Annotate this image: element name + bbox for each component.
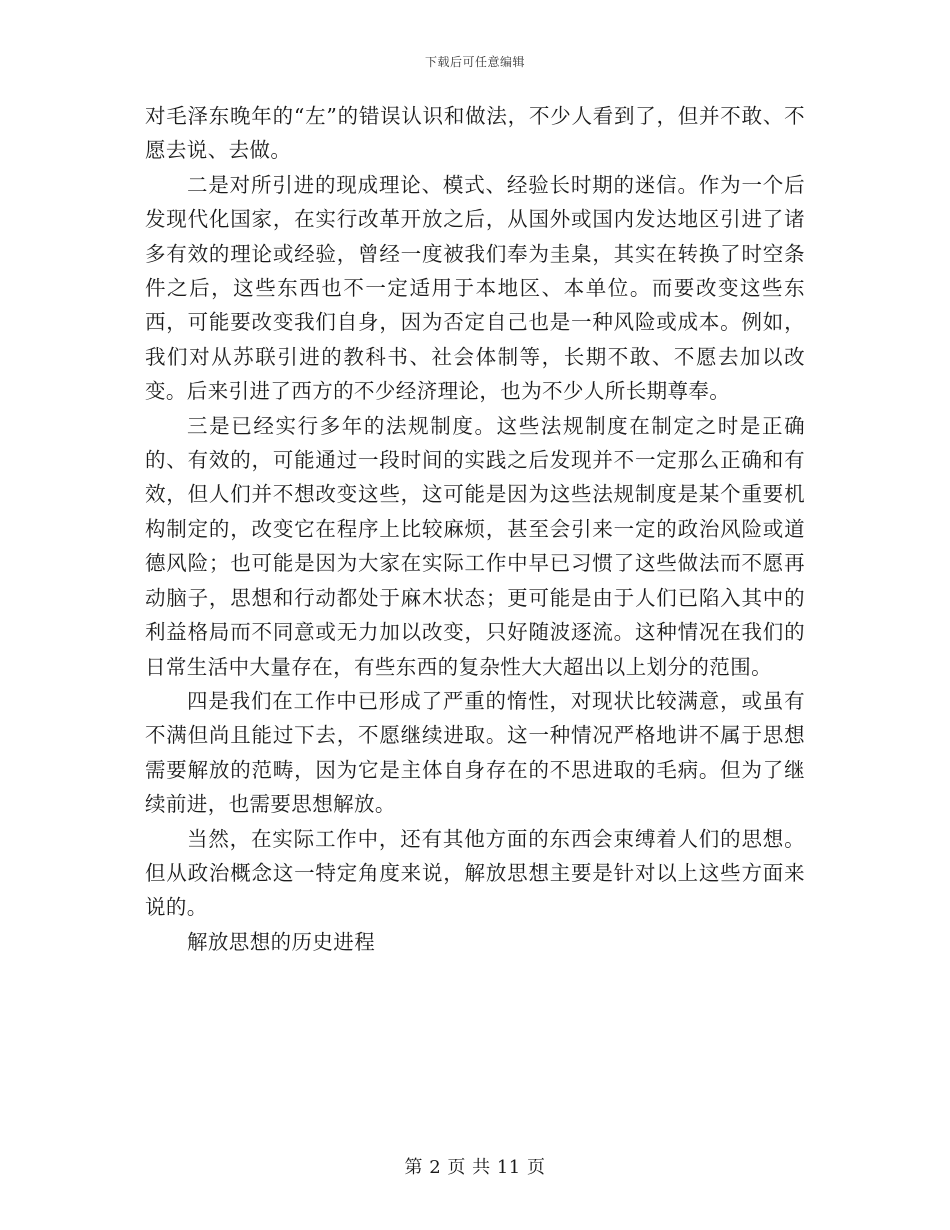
document-body [145,99,805,959]
paragraph-conclusion: 当然，在实际工作中，还有其他方面的东西会束缚着人们的思想。但从政治概念这一特定角度来说，解放思想主要是针对以上这些方面来说的。 [145,826,805,920]
page-number-footer: 第 2 页 共 11 页 [404,1157,546,1178]
section-heading: 解放思想的历史进程 [187,929,376,954]
paragraph-point-four: 四是我们在工作中已形成了严重的惰性，对现状比较满意，或虽有不满但尚且能过下去，不愿继续进取。这一种情况严格地讲不属于思想需要解放的范畴，因为它是主体自身存在的不思进取的毛病。但为了继续前进，也需要思想解放。 [145,688,805,817]
paragraph-point-two: 二是对所引进的现成理论、模式、经验长时期的迷信。作为一个后发现代化国家，在实行改革开放之后，从国外或国内发达地区引进了诸多有效的理论或经验，曾经一度被我们奉为圭臬，其实在转换了时空条件之后，这些东西也不一定适用于本地区、本单位。而要改变这些东西，可能要改变我们自身，因为否定自己也是一种风险或成本。例如，我们对从苏联引进的教科书、社会体制等，长期不敢、不愿去加以改变。后来引进了西方的不少经济理论，也为不少人所长期尊奉。 [145,172,805,404]
paragraph-point-three: 三是已经实行多年的法规制度。这些法规制度在制定之时是正确的、有效的，可能通过一段时间的实践之后发现并不一定那么正确和有效，但人们并不想改变这些，这可能是因为这些法规制度是某个重要机构制定的，改变它在程序上比较麻烦，甚至会引来一定的政治风险或道德风险；也可能是因为大家在实际工作中早已习惯了这些做法而不愿再动脑子，思想和行动都处于麻木状态；更可能是由于人们已陷入其中的利益格局而不同意或无力加以改变，只好随波逐流。这种情况在我们的日常生活中大量存在，有些东西的复杂性大大超出以上划分的范围。 [145,413,805,679]
paragraph-continuation: 对毛泽东晚年的“左”的错误认识和做法，不少人看到了，但并不敢、不愿去说、去做。 [145,104,805,163]
page-header: 下载后可任意编辑 [424,55,525,69]
